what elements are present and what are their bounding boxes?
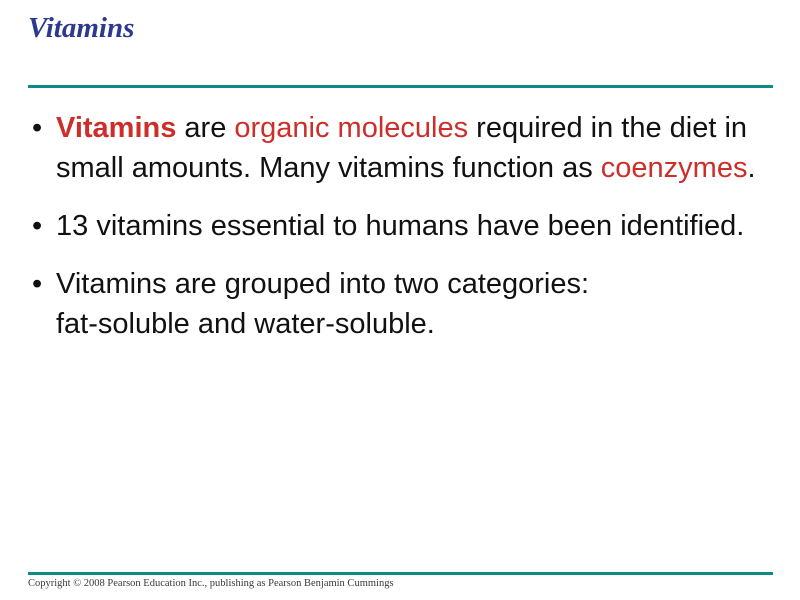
bullet-item-essential-vitamins [32,206,772,246]
copyright-footer: Copyright © 2008 Pearson Education Inc., publishing as Pearson Benjamin Cummings [28,578,394,589]
term-organic-molecules: organic molecules [234,112,469,144]
bullet-text: . [747,152,756,184]
bullet-text: are [176,112,235,144]
bullet-text-line2: fat-soluble and water-soluble. [56,308,435,340]
slide-title: Vitamins [28,12,135,44]
bullet-text-line1: Vitamins are grouped into two categories: [56,268,590,300]
term-vitamins: Vitamins [56,112,177,144]
bullet-item-vitamins-definition [32,108,772,188]
bullet-text: required in the diet in small amounts. Many vitamins function as [56,112,748,184]
bullet-list [32,108,772,362]
title-divider [28,85,773,88]
bullet-text: 13 vitamins essential to humans have been identified. [56,210,745,242]
term-coenzymes: coenzymes [600,152,748,184]
footer-divider [28,572,773,575]
bullet-dot-icon: • [32,210,43,242]
bullet-dot-icon: • [32,268,43,300]
bullet-dot-icon: • [32,112,43,144]
bullet-item-categories [32,264,772,344]
